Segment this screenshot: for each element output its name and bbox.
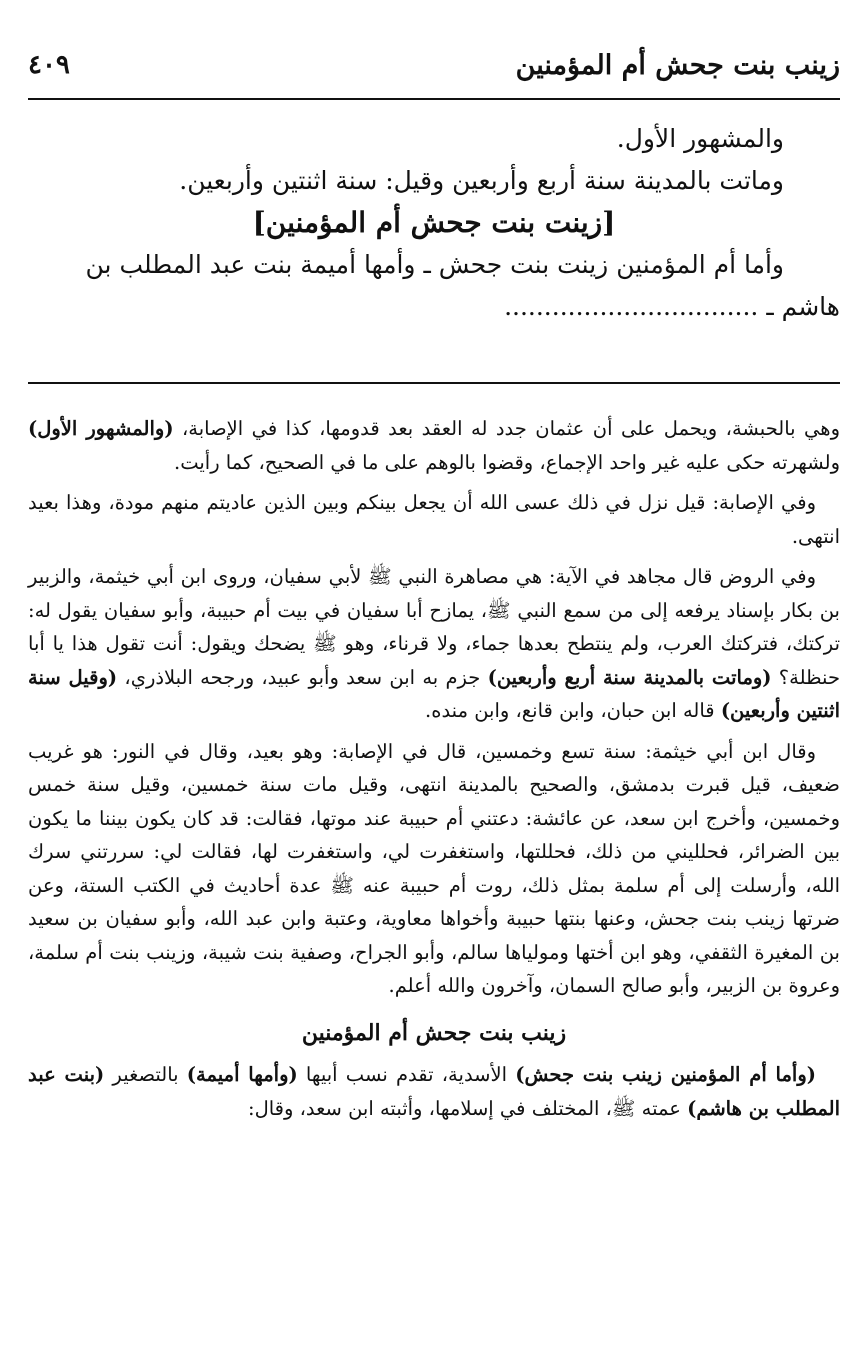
quoted-matn: (والمشهور الأول) xyxy=(28,417,174,440)
commentary-heading: زينب بنت جحش أم المؤمنين xyxy=(301,1019,567,1046)
text-run: بالتصغير xyxy=(104,1063,187,1086)
text-run: وفي الروض قال مجاهد في الآية: هي مصاهرة النبي ﷺ لأبي سفيان، وروى ابن أبي خيثمة، والزبير بن بكار بإسناد يرفعه إلى من سمع النبي ﷺ، يمازح أبا سفيان في بيت أم حبيبة، وأبو سفيان يقول له: تركتك، فتركتك العرب، ولم ينتطح بعدها جماء، ولا قرناء، وهو ﷺ يضحك ويقول: أنت تقول هذا يا أبا حنظلة؟ xyxy=(28,565,840,689)
quoted-matn: (وقيل سنة اثنتين وأربعين) xyxy=(28,665,840,722)
section-heading: [زينت بنت جحش أم المؤمنين] xyxy=(252,206,616,239)
commentary-paragraph: وقال ابن أبي خيثمة: سنة تسع وخمسين، قال في الإصابة: وهو بعيد، وقال في النور: هو غريب ضعيف، قيل قبرت بدمشق، والصحيح بالمدينة انتهى، وقيل مات سنة خمسين، وقيل سنة خمس وخمسين، وأخرج ابن سعد، عن عائشة: دعتني أم حبيبة عند موتها، فقالت: قد كان يكون بيننا ما يكون بين الضرائر، فحلليني من ذلك، فحللتها، واستغفرت لي، واستغفرت لها، فقالت لي: سررتني سرك الله، وأرسلت إلى أم سلمة بمثل ذلك، روت أم حبيبة عنه ﷺ عدة أحاديث في الكتب الستة، وعن ضرتها زينب بنت جحش، وعنها بنتها حبيبة وأخواها معاوية، وعتبة وابن عبد الله، وأبو سفيان بن سعيد بن المغيرة الثقفي، وهو ابن أختها ومولياها سالم، وأبو الجراح، وصفية بنت شيبة، وزينب بنت أم سلمة، وعروة بن الزبير، وأبو صالح السمان، وآخرون والله أعلم. xyxy=(28,739,840,997)
running-title: زينب بنت جحش أم المؤمنين xyxy=(515,50,840,81)
main-text xyxy=(28,118,840,328)
page-number: ٤٠٩ xyxy=(28,50,70,80)
commentary-paragraph: وفي الإصابة: قيل نزل في ذلك عسى الله أن يجعل بينكم وبين الذين عاديتم منهم مودة، وهذا بعيد انتهى. xyxy=(28,491,840,548)
commentary-paragraph xyxy=(28,1058,840,1125)
text-run: عمته ﷺ، المختلف في إسلامها، وأثبته ابن سعد، وقال: xyxy=(248,1096,688,1120)
quoted-matn: (وماتت بالمدينة سنة أربع وأربعين) xyxy=(487,665,772,689)
quoted-matn: (بنت عبد المطلب بن هاشم) xyxy=(28,1063,840,1120)
text-run: وهي بالحبشة، ويحمل على أن عثمان جدد له العقد بعد قدومها، كذا في الإصابة، xyxy=(173,417,840,440)
commentary-separator xyxy=(28,382,840,384)
matn-line: والمشهور الأول. xyxy=(616,124,784,153)
text-run: قاله ابن حبان، وابن قانع، وابن منده. xyxy=(425,699,721,722)
dotted-leader: ................................ xyxy=(504,292,759,321)
matn-line: وماتت بالمدينة سنة أربع وأربعين وقيل: سنة اثنتين وأربعين. xyxy=(179,166,784,195)
text-run: الأسدية، تقدم نسب أبيها xyxy=(297,1063,516,1086)
matn-line xyxy=(28,286,840,328)
quoted-matn: (وأمها أميمة) xyxy=(186,1063,298,1086)
page-header xyxy=(28,44,840,92)
commentary-paragraph xyxy=(28,412,840,479)
header-rule xyxy=(28,98,840,100)
matn-line: وأما أم المؤمنين زينت بنت جحش ـ وأمها أميمة بنت عبد المطلب بن xyxy=(85,250,784,279)
commentary-paragraph xyxy=(28,560,840,728)
matn-line-text: هاشم ـ xyxy=(766,292,840,321)
text-run: جزم به ابن سعد وأبو عبيد، ورجحه البلاذري، xyxy=(117,665,488,689)
quoted-matn: (وأما أم المؤمنين زينب بنت جحش) xyxy=(515,1063,816,1086)
commentary xyxy=(28,412,840,1132)
text-run: ولشهرته حكى عليه غير واحد الإجماع، وقضوا بالوهم على ما في الصحيح، كما رأيت. xyxy=(174,450,840,474)
